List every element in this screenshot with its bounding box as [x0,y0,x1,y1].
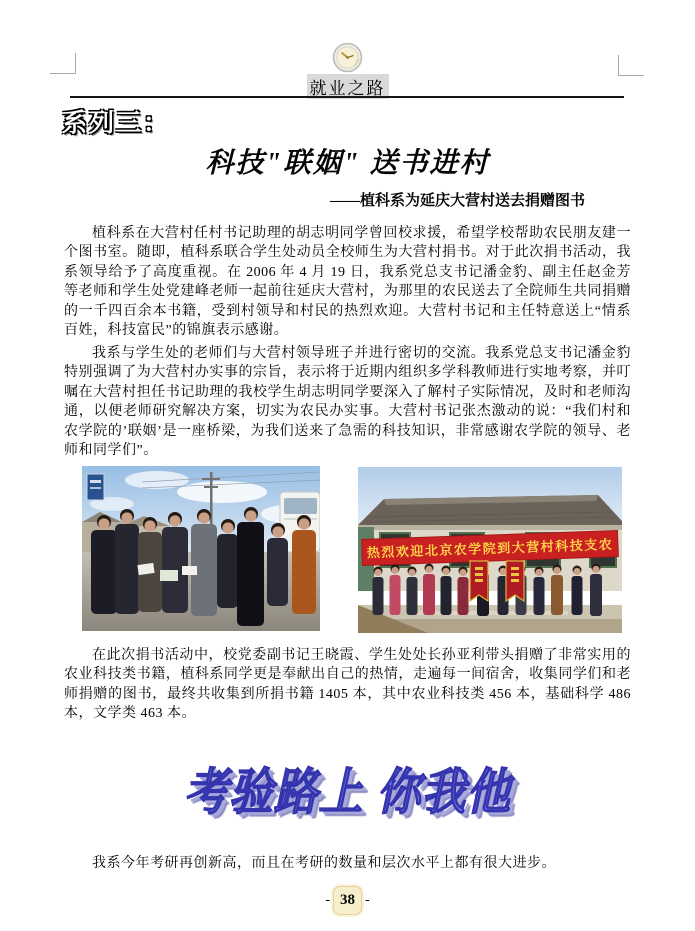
footer-dash-right: - [365,892,370,908]
article-title: 科技"联姻" 送书进村 [205,148,490,179]
page-number: 38 [340,892,355,908]
photo-banner-group [358,467,622,633]
paragraph-2: 我系与学生处的老师们与大营村领导班子并进行密切的交流。我系党总支书记潘金豹特别强调了为大营村办实事的宗旨，表示将于近期内组织多学科教师进行实地考察，并叮嘱在大营村担任书记助理的我校学生胡志明同学要深入了解村子实际情况，及时和老师沟通，以便老师研究解决方案，切实为农民办实事。大营村书记张杰激动的说：“我们村和农学院的’联姻’是一座桥梁，为我们送来了急需的科技知识，非常感谢农学院的领导、老师和同学们”。 [64,346,631,459]
page-footer [0,886,695,915]
header-divider [70,96,624,98]
closing-paragraph: 我系今年考研再创新高，而且在考研的数量和层次水平上都有很大进步。 [92,856,556,871]
text-boundary-mark-left [50,53,76,74]
footer-dash-left: - [325,892,330,908]
paragraph-3: 在此次捐书活动中，校党委副书记王晓霞、学生处处长孙亚利带头捐赠了非常实用的农业科技类书籍，植科系同学更是奉献出自己的热情，走遍每一间宿舍，收集同学们和老师捐赠的图书，最终共收集到所捐书籍 1405 本，其中农业科技类 456 本，基础科学 486 本，文学类 463 本。 [64,648,631,722]
wordart-heading: 考验路上 你我他 [183,764,512,820]
article-subtitle: ——植科系为延庆大营村送去捐赠图书 [329,193,585,209]
series-label: 系列三： [62,109,171,137]
page-number-stamp [333,886,362,915]
banner-text: 热烈欢迎北京农学院到大营村科技支农 [366,536,614,561]
text-boundary-mark-right [618,55,644,76]
photo-village-street [82,466,320,631]
masthead-title: 就业之路 [307,74,389,99]
clock-icon [332,42,363,73]
paragraph-1: 植科系在大营村任村书记助理的胡志明同学曾回校求援，希望学校帮助农民朋友建一个图书室。随即，植科系联合学生处动员全校师生为大营村捐书。对于此次捐书活动，我系领导给予了高度重视。在 2006 年 4 月 19 日，我系党总支书记潘金豹、副主任赵金芳等老师和学生处党建峰老师一起前往延庆大营村，为那里的农民送去了全院师生共同捐赠的一千四百余本书籍，受到村领导和村民的热烈欢迎。大营村书记和主任特意送上“情系百姓，科技富民”的锦旗表示感谢。 [64,226,631,339]
